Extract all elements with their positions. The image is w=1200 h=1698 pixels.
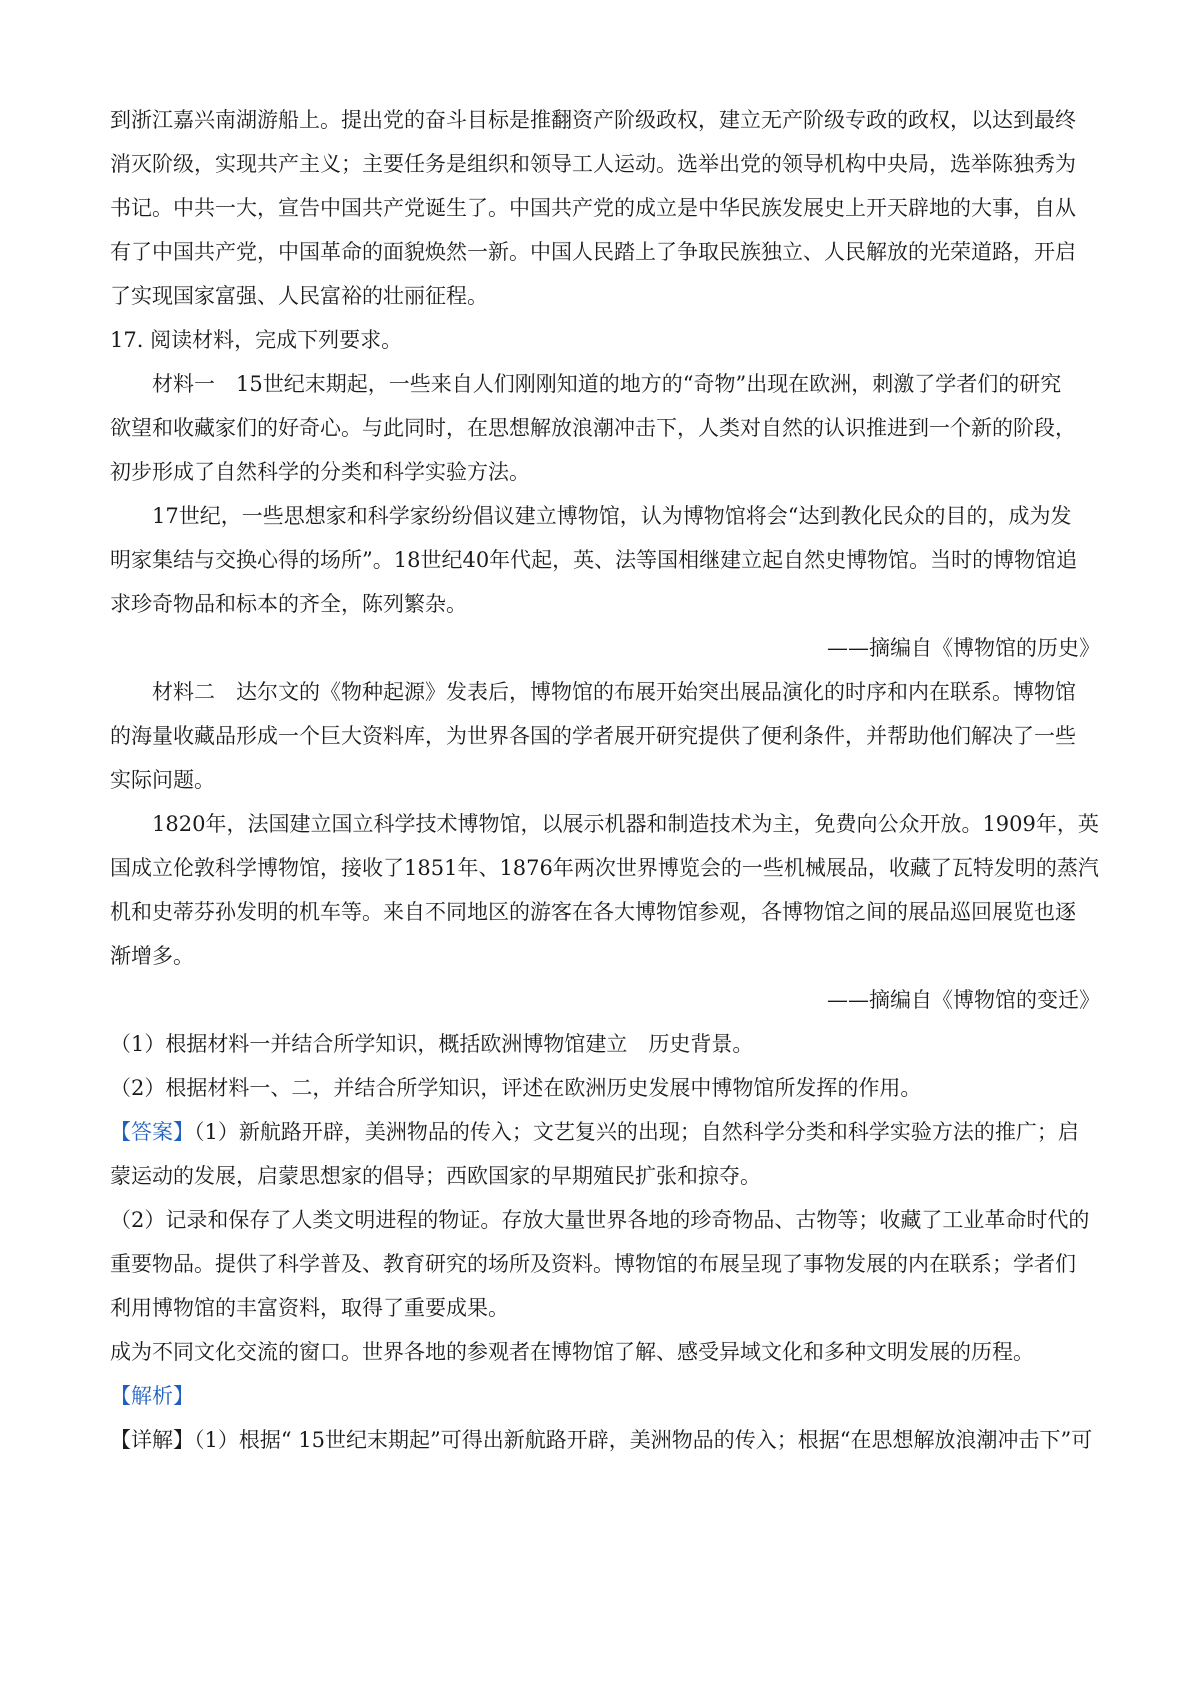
intro-paragraph	[110, 98, 1100, 318]
sub-question: （1）根据材料一并结合所学知识，概括欧洲博物馆建立 历史背景。	[110, 1032, 754, 1056]
text-line: 1820年，法国建立国立科学技术博物馆，以展示机器和制造技术为主，免费向公众开放。1909年，英	[152, 812, 1099, 836]
document-page	[110, 98, 1100, 1462]
text-line: 有了中国共产党，中国革命的面貌焕然一新。中国人民踏上了争取民族独立、人民解放的光荣道路，开启	[110, 240, 1076, 264]
text-line: 材料二 达尔文的《物种起源》发表后，博物馆的布展开始突出展品演化的时序和内在联系。博物馆	[152, 680, 1076, 704]
material-two	[110, 670, 1100, 1022]
text-line: 重要物品。提供了科学普及、教育研究的场所及资料。博物馆的布展呈现了事物发展的内在联系；学者们	[110, 1252, 1076, 1276]
text-line: 的海量收藏品形成一个巨大资料库，为世界各国的学者展开研究提供了便利条件，并帮助他们解决了一些	[110, 724, 1076, 748]
text-line: 初步形成了自然科学的分类和科学实验方法。	[110, 460, 530, 484]
question-title: 17. 阅读材料，完成下列要求。	[110, 328, 403, 352]
analysis-label: 【解析】	[110, 1384, 194, 1408]
answer-label: 【答案】	[110, 1120, 194, 1144]
text-line: 欲望和收藏家们的好奇心。与此同时，在思想解放浪潮冲击下，人类对自然的认识推进到一个新的阶段，	[110, 416, 1076, 440]
text-line: 了实现国家富强、人民富裕的壮丽征程。	[110, 284, 488, 308]
answer-section	[110, 1110, 1100, 1374]
detail-text: （1）根据“ 15世纪末期起”可得出新航路开辟，美洲物品的传入；根据“在思想解放浪潮冲击下”可	[194, 1428, 1093, 1452]
sub-question: （2）根据材料一、二，并结合所学知识，评述在欧洲历史发展中博物馆所发挥的作用。	[110, 1076, 922, 1100]
text-line: 机和史蒂芬孙发明的机车等。来自不同地区的游客在各大博物馆参观，各博物馆之间的展品巡回展览也逐	[110, 900, 1076, 924]
material-one	[110, 362, 1100, 670]
text-line: 国成立伦敦科学博物馆，接收了1851年、1876年两次世界博览会的一些机械展品，收藏了瓦特发明的蒸汽	[110, 856, 1099, 880]
text-line: 书记。中共一大，宣告中国共产党诞生了。中国共产党的成立是中华民族发展史上开天辟地的大事，自从	[110, 196, 1076, 220]
text-line: 蒙运动的发展，启蒙思想家的倡导；西欧国家的早期殖民扩张和掠夺。	[110, 1164, 761, 1188]
text-line: 明家集结与交换心得的场所”。18世纪40年代起，英、法等国相继建立起自然史博物馆。当时的博物馆追	[110, 548, 1078, 572]
answer-text: （1）新航路开辟，美洲物品的传入；文艺复兴的出现；自然科学分类和科学实验方法的推广；启	[194, 1120, 1079, 1144]
detail-label: 【详解】	[110, 1428, 194, 1452]
text-line: 消灭阶级，实现共产主义；主要任务是组织和领导工人运动。选举出党的领导机构中央局，选举陈独秀为	[110, 152, 1076, 176]
text-line: （2）记录和保存了人类文明进程的物证。存放大量世界各地的珍奇物品、古物等；收藏了工业革命时代的	[110, 1208, 1090, 1232]
text-line: 实际问题。	[110, 768, 215, 792]
text-line: 到浙江嘉兴南湖游船上。提出党的奋斗目标是推翻资产阶级政权，建立无产阶级专政的政权，以达到最终	[110, 108, 1076, 132]
text-line: 材料一 15世纪末期起，一些来自人们刚刚知道的地方的“奇物”出现在欧洲，刺激了学者们的研究	[152, 372, 1062, 396]
text-line: 利用博物馆的丰富资料，取得了重要成果。	[110, 1296, 509, 1320]
text-line: 求珍奇物品和标本的齐全，陈列繁杂。	[110, 592, 467, 616]
source-citation: ——摘编自《博物馆的历史》	[827, 636, 1100, 660]
source-citation: ——摘编自《博物馆的变迁》	[827, 988, 1100, 1012]
text-line: 成为不同文化交流的窗口。世界各地的参观者在博物馆了解、感受异域文化和多种文明发展的历程。	[110, 1340, 1034, 1364]
detail-line	[110, 1418, 1100, 1462]
sub-questions	[110, 1022, 1100, 1110]
text-line	[110, 1110, 1100, 1154]
analysis-heading	[110, 1374, 1100, 1418]
text-line: 渐增多。	[110, 944, 194, 968]
text-line: 17世纪，一些思想家和科学家纷纷倡议建立博物馆，认为博物馆将会“达到教化民众的目的，成为发	[152, 504, 1072, 528]
